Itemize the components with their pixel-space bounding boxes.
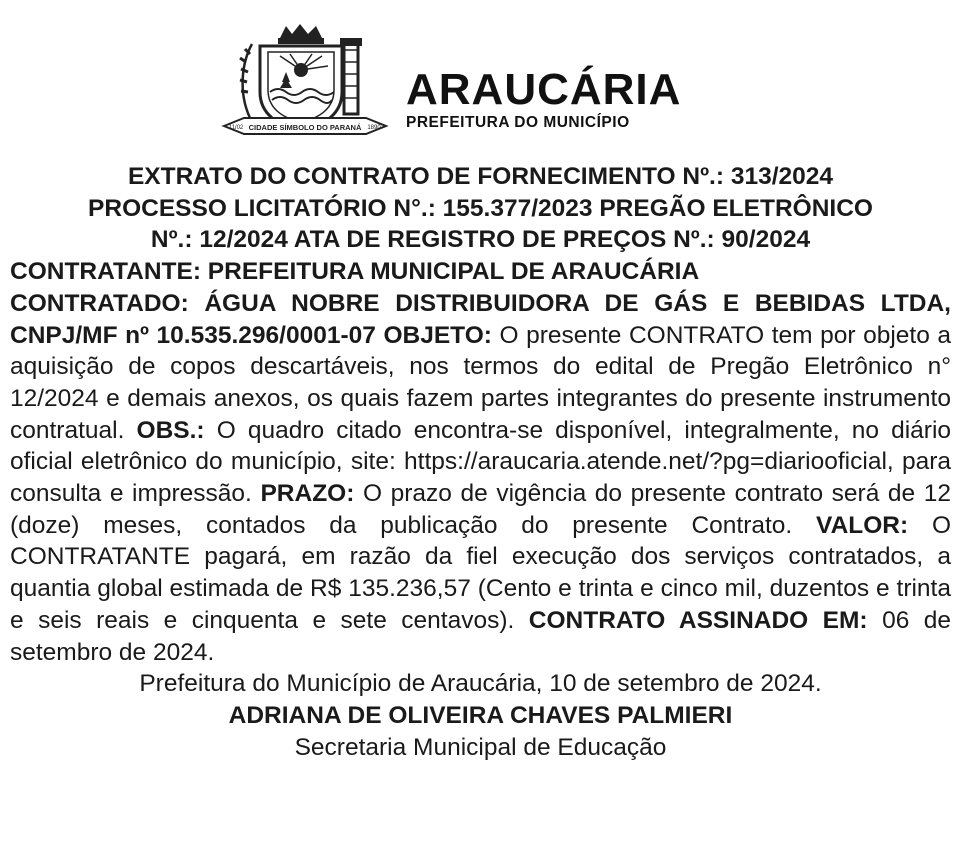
objeto-text: O presente CONTRATO tem por objeto a aquisição de copos descartáveis, nos termos do edital de Pregão Eletrônico n° 12/2024 e demais anexos, os quais fazem partes integrantes do presente instrumento contratual.	[10, 321, 952, 444]
assinado-label: CONTRATO ASSINADO EM:	[528, 606, 868, 634]
obs-text: O quadro citado encontra-se disponível, integralmente, no diário oficial eletrônico do município, site: https://araucaria.atende.net/?pg=diariooficial, para consulta e impressão.	[10, 416, 952, 508]
letterhead	[220, 22, 760, 142]
municipal-crest-logo	[220, 22, 390, 140]
brand-title: ARAUCÁRIA	[406, 65, 682, 114]
crest-right-year: 1890	[367, 125, 381, 131]
title-line-1: EXTRATO DO CONTRATO DE FORNECIMENTO Nº.: 313/2024	[127, 163, 834, 190]
valor-label: VALOR:	[816, 511, 909, 539]
brand-subtitle: PREFEITURA DO MUNICÍPIO	[406, 114, 630, 131]
contract-extract	[10, 161, 951, 763]
valor-text: O CONTRATANTE pagará, em razão da fiel execução dos serviços contratados, a quantia global estimada de R$ 135.236,57 (Cento e trinta e cinco mil, duzentos e trinta e seis reais e cinquenta e sete centavos).	[10, 511, 952, 634]
title-line-2: PROCESSO LICITATÓRIO N°.: 155.377/2023 PREGÃO ELETRÔNICO	[88, 194, 873, 222]
contract-body	[10, 288, 951, 668]
contratante: CONTRATANTE: PREFEITURA MUNICIPAL DE ARAUCÁRIA	[10, 258, 700, 286]
contratado: CONTRATADO: ÁGUA NOBRE DISTRIBUIDORA DE GÁS E BEBIDAS LTDA, CNPJ/MF nº 10.535.296/0001-07	[10, 289, 951, 349]
crest-left-date: 11/02	[228, 125, 244, 131]
crest-motto: CIDADE SÍMBOLO DO PARANÁ	[248, 123, 362, 132]
obs-label: OBS.:	[136, 416, 205, 444]
prazo-text: O prazo de vigência do presente contrato será de 12 (doze) meses, contados da publicação do presente Contrato.	[10, 480, 952, 539]
place-date: Prefeitura do Município de Araucária, 10 de setembro de 2024.	[139, 670, 822, 698]
title-line-3: Nº.: 12/2024 ATA DE REGISTRO DE PREÇOS Nº.: 90/2024	[150, 226, 811, 254]
objeto-label: OBJETO:	[383, 321, 492, 349]
signatory-name: ADRIANA DE OLIVEIRA CHAVES PALMIERI	[228, 701, 733, 729]
prazo-label: PRAZO:	[260, 480, 355, 508]
signatory-role: Secretaria Municipal de Educação	[294, 733, 667, 761]
assinado-text: 06 de setembro de 2024.	[10, 606, 952, 666]
